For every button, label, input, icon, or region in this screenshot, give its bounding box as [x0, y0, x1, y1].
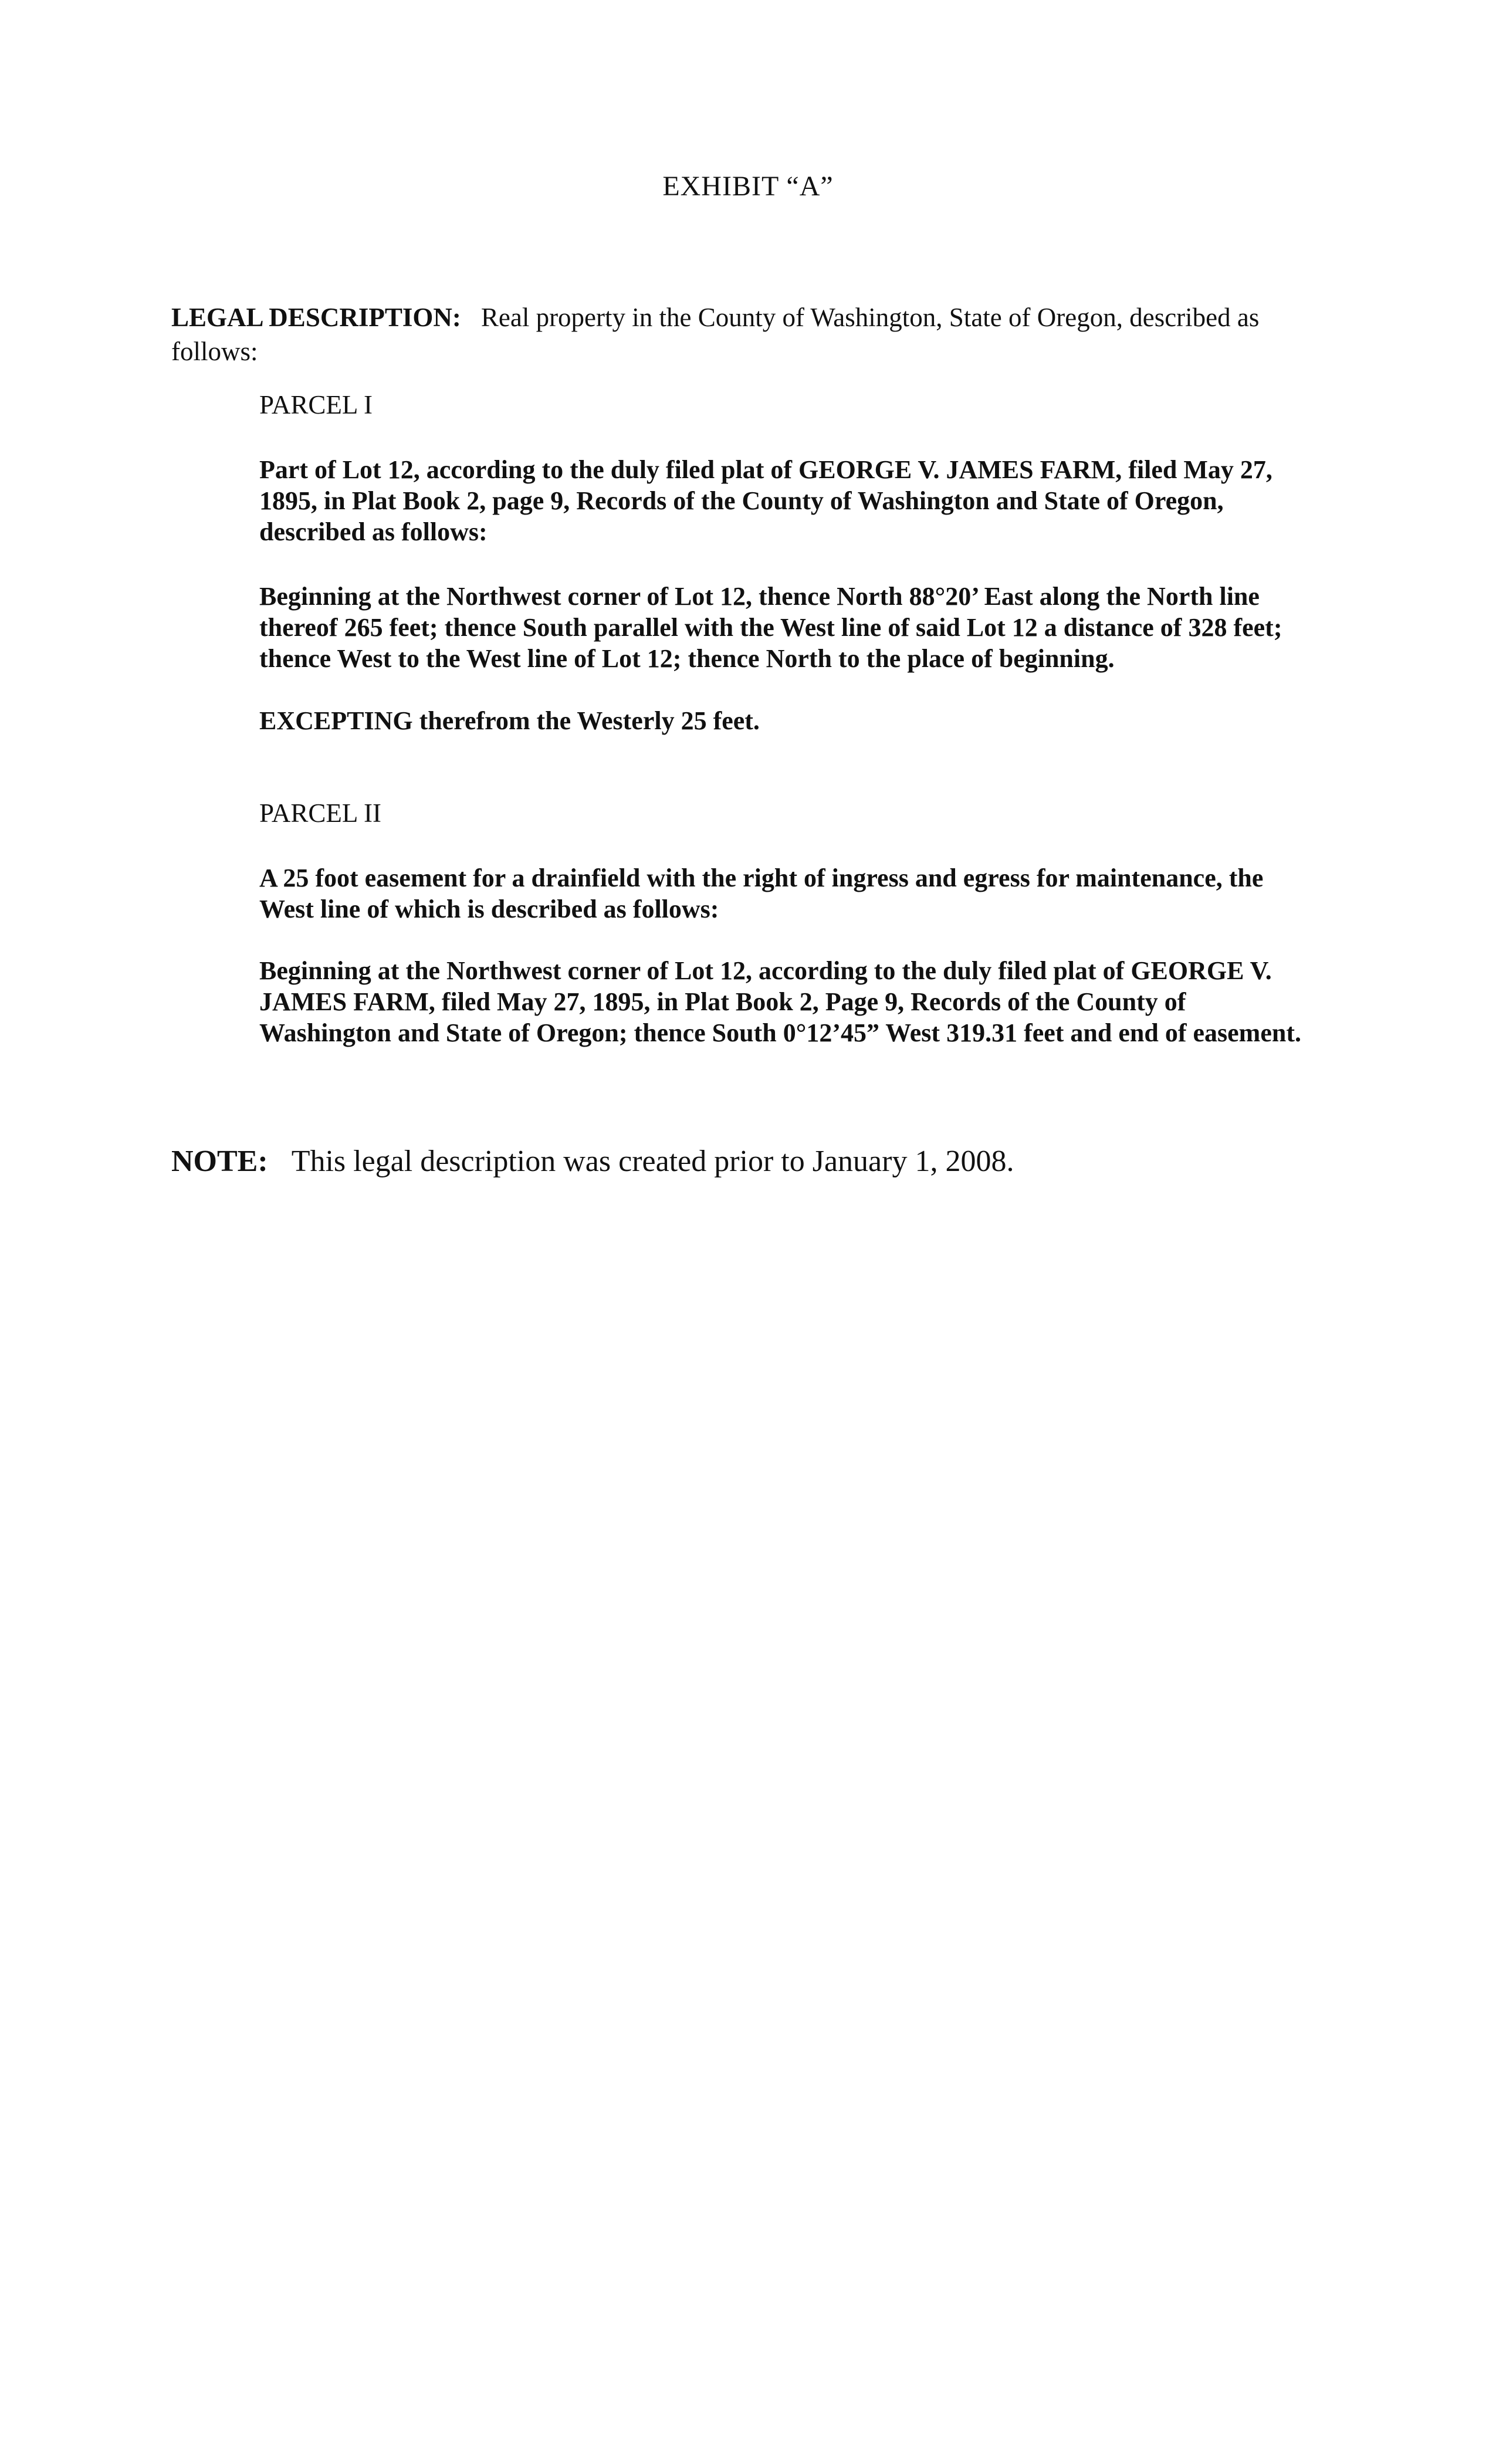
legal-description-label: LEGAL DESCRIPTION:: [171, 303, 461, 332]
parcel-1-heading-block: [259, 390, 1321, 421]
note: [171, 1144, 1345, 1179]
parcel-2-paragraph-text: Beginning at the Northwest corner of Lot 12, according to the duly filed plat of GEORGE V. JAMES FARM, filed May 27, 1895, in Plat Book 2, Page 9, Records of the County of Washington and State of Oregon; thence South 0°12’45” West 319.31 feet and end of easement.: [259, 956, 1301, 1047]
legal-description: [171, 300, 1345, 368]
parcel-1-paragraph-1: [259, 454, 1321, 547]
parcel-2-paragraph-1: [259, 862, 1321, 925]
parcel-1-paragraph-text: Beginning at the Northwest corner of Lot 12, thence North 88°20’ East along the North line thereof 265 feet; thence South parallel with the West line of said Lot 12 a distance of 328 feet; thence West to the West line of Lot 12; thence North to the place of beginning.: [259, 582, 1282, 673]
parcel-2-paragraph-text: A 25 foot easement for a drainfield with the right of ingress and egress for maintenance, the West line of which is described as follows:: [259, 864, 1264, 923]
parcel-2-heading-block: [259, 798, 1321, 829]
note-label: NOTE:: [171, 1145, 268, 1178]
parcel-1-paragraph-3: [259, 705, 1321, 736]
parcel-2-heading: PARCEL II: [259, 798, 381, 828]
parcel-1-paragraph-2: [259, 581, 1321, 674]
parcel-1-paragraph-text: Part of Lot 12, according to the duly filed plat of GEORGE V. JAMES FARM, filed May 27, 1895, in Plat Book 2, page 9, Records of the County of Washington and State of Oregon, described as follows:: [259, 455, 1272, 546]
document-title: EXHIBIT “A”: [662, 171, 834, 202]
legal-description-text: Real property in the County of Washington, State of Oregon, described as follows:: [171, 303, 1260, 366]
parcel-1-exception-text: EXCEPTING therefrom the Westerly 25 feet.: [259, 706, 760, 735]
note-text: This legal description was created prior to January 1, 2008.: [291, 1145, 1014, 1178]
parcel-1-heading: PARCEL I: [259, 390, 373, 419]
parcel-2-paragraph-2: [259, 955, 1321, 1048]
